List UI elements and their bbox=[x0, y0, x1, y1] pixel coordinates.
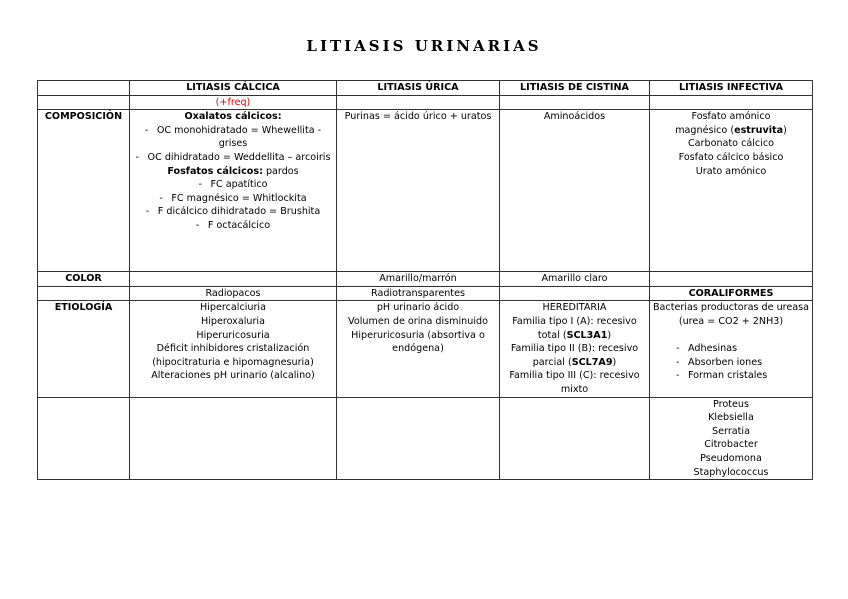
row-label-etiologia: ETIOLOGÍA bbox=[38, 301, 130, 397]
bacterias-infectiva: Proteus Klebsiella Serratia Citrobacter Pseudomona Staphylococcus bbox=[650, 397, 813, 480]
calcica-freq: (+freq) bbox=[130, 95, 337, 110]
list-item: - Adhesinas bbox=[676, 343, 738, 355]
header-cistina: LITIASIS DE CISTINA bbox=[500, 81, 650, 96]
color-urica: Amarillo/marrón bbox=[337, 272, 500, 287]
header-empty bbox=[38, 81, 130, 96]
litiasis-table bbox=[37, 80, 813, 480]
color-cistina: Amarillo claro bbox=[500, 272, 650, 287]
list-item: - Absorben iones bbox=[676, 356, 763, 368]
composicion-urica: Purinas = ácido úrico + uratos bbox=[337, 110, 500, 272]
composicion-row bbox=[38, 110, 813, 272]
etiologia-infectiva: Bacterias productoras de ureasa (urea = CO2 + 2NH3) - Adhesinas - Absorben iones - Forman cristales bbox=[650, 301, 813, 397]
color-row bbox=[38, 272, 813, 287]
header-infectiva: LITIASIS INFECTIVA bbox=[650, 81, 813, 96]
radio-calcica: Radiopacos bbox=[130, 286, 337, 301]
list-item: - Forman cristales bbox=[676, 370, 768, 382]
etiologia-row bbox=[38, 301, 813, 397]
etiologia-cistina: HEREDITARIA Familia tipo I (A): recesivo total (SCL3A1) Familia tipo II (B): recesivo parcial (SCL7A9) Familia tipo III (C): recesivo mixto bbox=[500, 301, 650, 397]
radio-urica: Radiotransparentes bbox=[337, 286, 500, 301]
radio-row bbox=[38, 286, 813, 301]
infectiva-mecanismos-list bbox=[652, 342, 810, 383]
composicion-infectiva: Fosfato amónico magnésico (estruvita) Carbonato cálcico Fosfato cálcico básico Urato amónico bbox=[650, 110, 813, 272]
row-label-color: COLOR bbox=[38, 272, 130, 287]
row-label-composicion: COMPOSICIÓN bbox=[38, 110, 130, 272]
header-row bbox=[38, 81, 813, 96]
freq-row bbox=[38, 95, 813, 110]
etiologia-urica: pH urinario ácido Volumen de orina disminuido Hiperuricosuria (absortiva o endógena) bbox=[337, 301, 500, 397]
etiologia-calcica: Hipercalciuria Hiperoxaluria Hiperuricosuria Déficit inhibidores cristalización (hipocitraturia e hipomagnesuria) Alteraciones pH urinario (alcalino) bbox=[130, 301, 337, 397]
bacterias-row bbox=[38, 397, 813, 480]
header-urica: LITIASIS ÚRICA bbox=[337, 81, 500, 96]
header-calcica: LITIASIS CÁLCICA bbox=[130, 81, 337, 96]
page-title: LITIASIS URINARIAS bbox=[306, 37, 542, 55]
composicion-calcica: Oxalatos cálcicos: - OC monohidratado = Whewellita - grises - OC dihidratado = Weddellita – arcoiris Fosfatos cálcicos: pardos - FC apatítico - FC magnésico = Whitlockita - F dicálcico dihidratado = Brushita - F octacálcico bbox=[130, 110, 337, 272]
radio-infectiva: CORALIFORMES bbox=[650, 286, 813, 301]
composicion-cistina: Aminoácidos bbox=[500, 110, 650, 272]
